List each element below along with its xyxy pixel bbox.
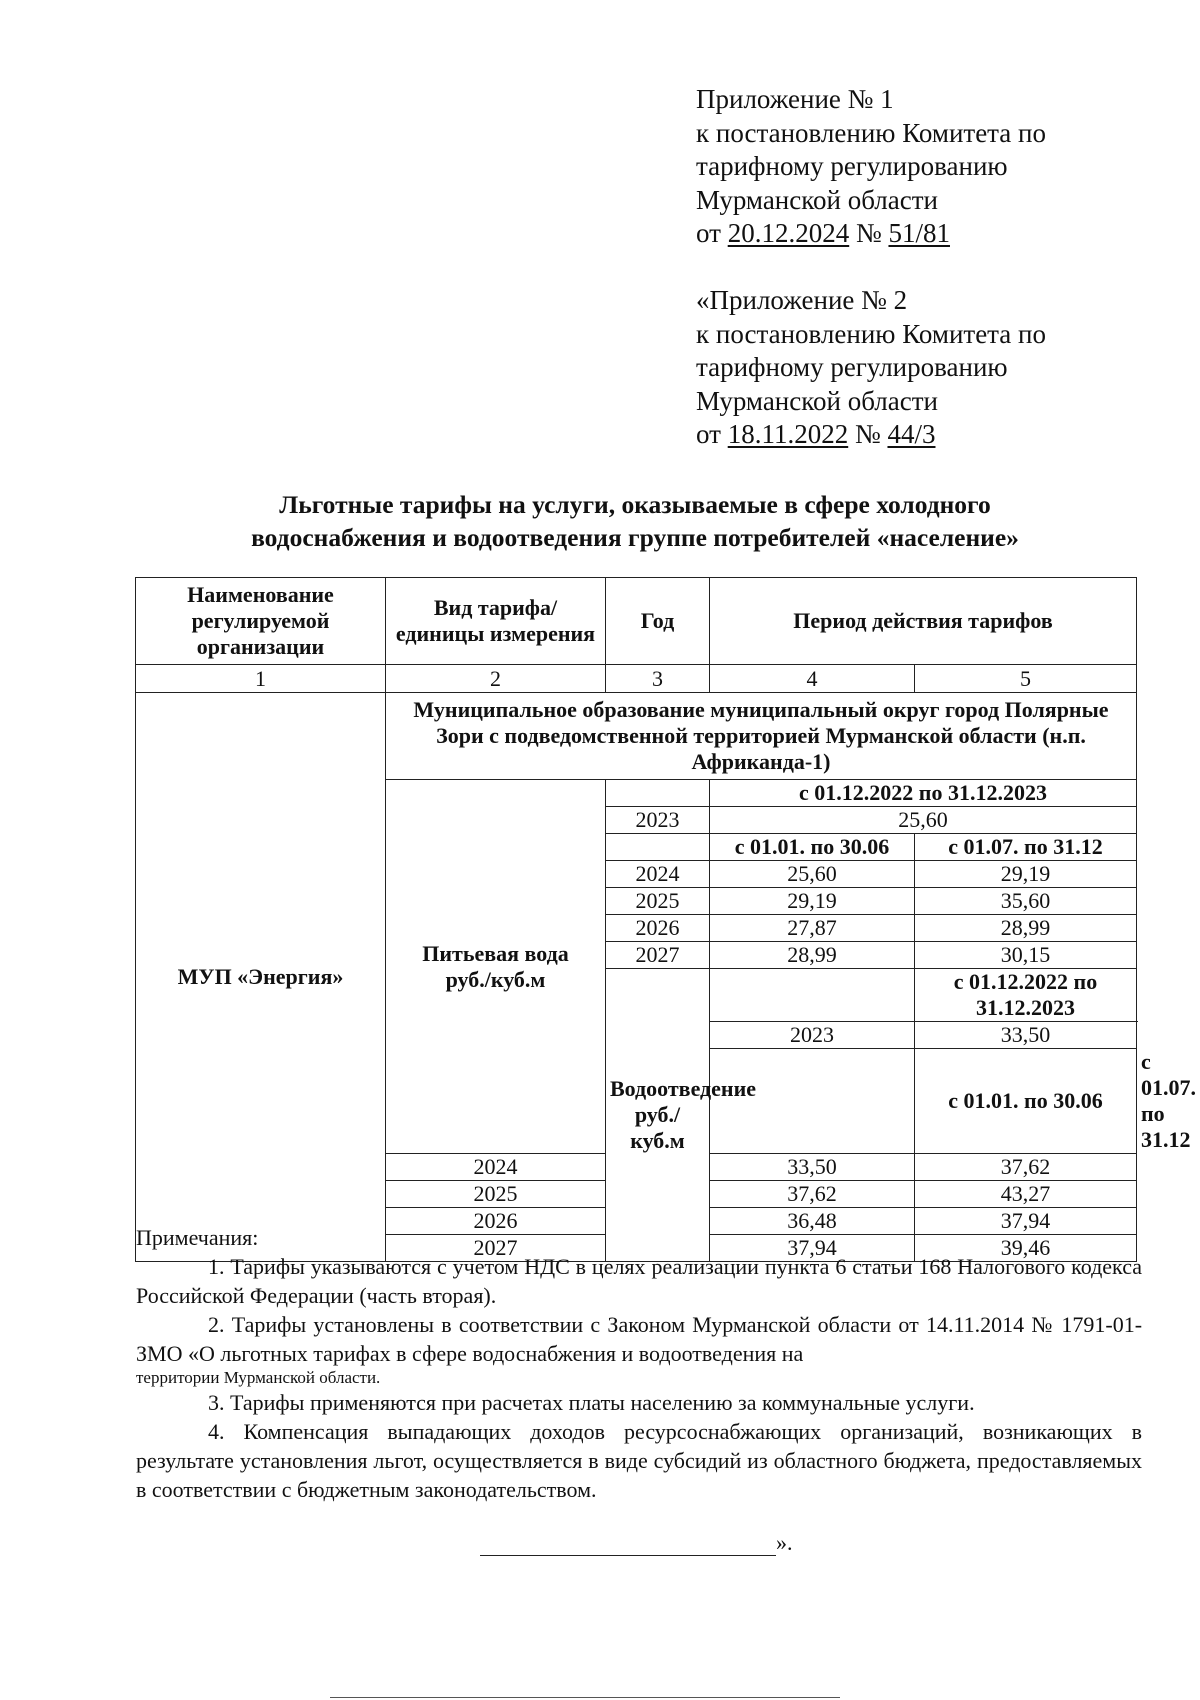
appendix-2-line: тарифному регулированию — [696, 352, 1008, 382]
year-cell: 2025 — [606, 888, 710, 915]
closing-line — [480, 1530, 793, 1556]
value-cell: 37,62 — [710, 1181, 915, 1208]
year-cell: 2023 — [710, 1022, 915, 1049]
tariff-name: Водоотведение — [610, 1076, 757, 1101]
value-cell: 29,19 — [710, 888, 915, 915]
municipality-row — [136, 693, 1137, 780]
appendix-2-line: «Приложение № 2 — [696, 285, 908, 315]
tariff-name: Питьевая вода — [422, 940, 569, 966]
appendix-1-header — [696, 83, 1046, 251]
value-cell: 37,94 — [915, 1208, 1137, 1235]
notes-section — [136, 1223, 1142, 1504]
value-cell: 27,87 — [710, 915, 915, 942]
note-text: возникающих в результате установления льгот, осуществляется в виде субсидий из — [136, 1419, 1142, 1473]
year-cell: 2026 — [386, 1208, 606, 1235]
column-number: 4 — [710, 665, 915, 693]
note-2 — [136, 1310, 1142, 1368]
value-cell: 28,99 — [915, 915, 1137, 942]
document-title — [130, 488, 1140, 554]
table-header-row — [136, 578, 1137, 665]
year-cell-empty — [606, 780, 710, 807]
appendix-1-line: к постановлению Комитета по — [696, 117, 1046, 148]
note-text: областного бюджета, предоставляемых в соответствии с бюджетным законодательством. — [136, 1448, 1143, 1502]
value-cell: 37,62 — [915, 1154, 1137, 1181]
column-number: 5 — [915, 665, 1137, 693]
value-cell: 28,99 — [710, 942, 915, 969]
value-cell: 30,15 — [915, 942, 1137, 969]
year-cell-empty — [710, 1049, 915, 1154]
header-org: Наименование регулируемой организации — [136, 578, 386, 665]
title-line-1: Льготные тарифы на услуги, оказываемые в сфере холодного — [279, 490, 991, 519]
tariffs-table — [135, 577, 1196, 1262]
number-prefix: № — [848, 419, 888, 449]
note-text: 2. Тарифы установлены в соответствии с Законом Мурманской области от — [208, 1312, 919, 1337]
appendix-2-number: 44/3 — [887, 419, 936, 449]
value-cell: 25,60 — [710, 861, 915, 888]
column-number: 1 — [136, 665, 386, 693]
note-text: 14.11.2014 № 1791-01-ЗМО «О льготных тарифах в сфере водоснабжения и водоотведения на — [136, 1312, 1143, 1366]
value-cell: 33,50 — [915, 1022, 1137, 1049]
appendix-1-line: тарифному регулированию — [696, 151, 1008, 181]
value-cell: 25,60 — [710, 807, 1137, 834]
tariff-type-cell — [386, 780, 606, 1154]
note-text: 4. Компенсация выпадающих доходов ресурсоснабжающих организаций, — [208, 1419, 964, 1444]
tariff-type-cell — [606, 969, 757, 1262]
appendix-2-line: к постановлению Комитета по — [696, 318, 1046, 349]
table-row: с 01.01. по 30.06 с 01.07. по 31.12 — [136, 1049, 1137, 1154]
column-number: 2 — [386, 665, 606, 693]
header-period: Период действия тарифов — [710, 578, 1137, 665]
year-cell: 2027 — [606, 942, 710, 969]
half1-label-cell: с 01.01. по 30.06 — [915, 1049, 1137, 1154]
tariff-unit: руб./куб.м — [630, 1102, 685, 1153]
year-cell: 2023 — [606, 807, 710, 834]
value-cell: 43,27 — [915, 1181, 1137, 1208]
period-2023-cell: с 01.12.2022 по 31.12.2023 — [915, 969, 1137, 1022]
note-1 — [136, 1252, 1142, 1310]
appendix-1-line: Приложение № 1 — [696, 84, 894, 114]
notes-heading: Примечания: — [136, 1225, 259, 1250]
value-cell: 35,60 — [915, 888, 1137, 915]
year-cell: 2027 — [386, 1235, 606, 1262]
appendix-1-line: Мурманской области — [696, 184, 938, 215]
date-prefix: от — [696, 419, 728, 449]
signature-line — [480, 1533, 776, 1556]
year-cell: 2025 — [386, 1181, 606, 1208]
closing-quote: ». — [776, 1530, 793, 1555]
value-cell: 33,50 — [710, 1154, 915, 1181]
value-cell: 29,19 — [915, 861, 1137, 888]
year-cell: 2024 — [386, 1154, 606, 1181]
organization-cell: МУП «Энергия» — [136, 693, 386, 1262]
tariff-unit: руб./куб.м — [445, 966, 546, 992]
year-cell-empty — [606, 834, 710, 861]
year-cell: 2024 — [606, 861, 710, 888]
note-text: Налогового кодекса Российской Федерации (часть вторая). — [136, 1254, 1142, 1308]
period-2023-cell: с 01.12.2022 по 31.12.2023 — [710, 780, 1137, 807]
value-cell: 39,46 — [915, 1235, 1137, 1262]
note-text: 1. Тарифы указываются с учетом НДС в целях реализации пункта 6 статьи 168 — [208, 1254, 952, 1279]
appendix-1-date: 20.12.2024 — [727, 218, 850, 248]
appendix-2-date: 18.11.2022 — [727, 419, 849, 449]
year-cell: 2026 — [606, 915, 710, 942]
column-numbers-row — [136, 665, 1137, 693]
note-4 — [136, 1417, 1142, 1504]
year-cell-empty — [710, 969, 915, 1022]
appendix-2-line: Мурманской области — [696, 385, 938, 416]
header-year: Год — [606, 578, 710, 665]
header-tariff: Вид тарифа/единицы измерения — [386, 578, 606, 665]
column-number: 3 — [606, 665, 710, 693]
municipality-cell: Муниципальное образование муниципальный округ город Полярные Зори с подведомственной территорией Мурманской области (н.п. Африканда-1) — [386, 693, 1137, 780]
half2-label-cell: с 01.07. по 31.12 — [915, 834, 1137, 861]
half1-label-cell: с 01.01. по 30.06 — [710, 834, 915, 861]
note-3: 3. Тарифы применяются при расчетах платы населению за коммунальные услуги. — [208, 1390, 975, 1415]
appendix-2-header — [696, 284, 1046, 452]
appendix-1-date-line — [696, 217, 1046, 251]
value-cell: 37,94 — [710, 1235, 915, 1262]
note-2-continuation: территории Мурманской области. — [136, 1368, 381, 1387]
appendix-2-date-line — [696, 418, 1046, 452]
title-line-2: водоснабжения и водоотведения группе потребителей «население» — [251, 523, 1019, 552]
page-bottom-rule — [330, 1697, 840, 1698]
appendix-1-number: 51/81 — [888, 218, 950, 248]
number-prefix: № — [849, 218, 889, 248]
value-cell: 36,48 — [710, 1208, 915, 1235]
date-prefix: от — [696, 218, 728, 248]
